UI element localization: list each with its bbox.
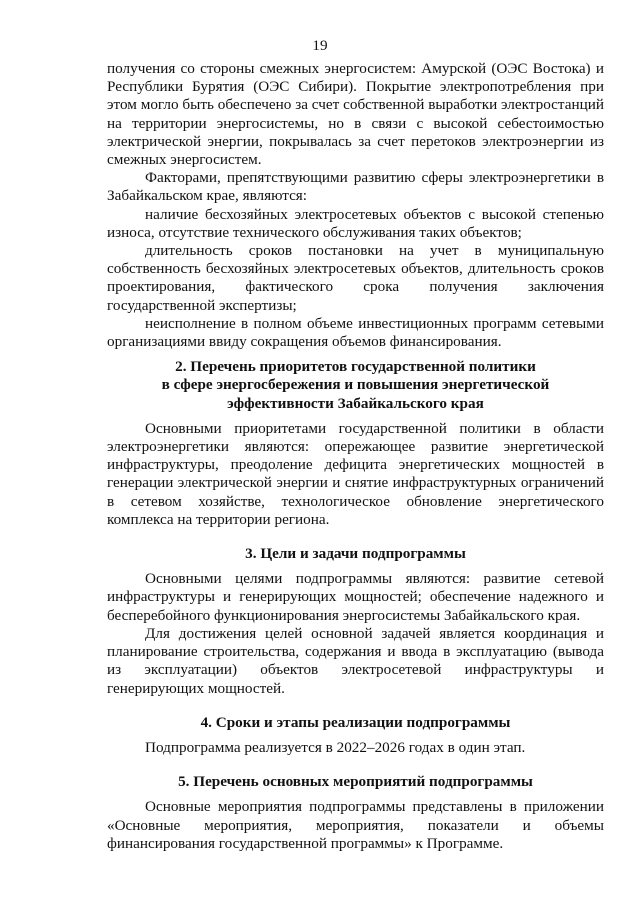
section-heading-2-line-3: эффективности Забайкальского края (227, 394, 484, 412)
paragraph-factors-intro: Факторами, препятствующими развитию сферы электроэнергетики в Забайкальском крае, являются: (107, 169, 604, 205)
paragraph-priorities: Основными приоритетами государственной политики в области электроэнергетики являются: опережающее развитие энергетической инфраструктуры, преодоление дефицита энергетических мощностей в генерации электрической энергии и снятие инфраструктурных ограничений в сетевом хозяйстве, технологическое обновление энергетического комплекса на территории региона. (107, 419, 604, 528)
section-heading-2 (107, 358, 604, 413)
list-item-investment-programs: неисполнение в полном объеме инвестиционных программ сетевыми организациями ввиду сокращения объемов финансирования. (107, 314, 604, 351)
page-number: 19 (312, 37, 328, 54)
paragraph-timeline: Подпрограмма реализуется в 2022–2026 годах в один этап. (145, 738, 526, 756)
paragraph-continuation: получения со стороны смежных энергосистем: Амурской (ОЭС Востока) и Республики Бурятия (ОЭС Сибири). Покрытие электропотребления при этом могло быть обеспечено за счет собственной выработки электростанций на территории энергосистемы, но в связи с высокой себестоимостью электрической энергии, покрывалась за счет перетоков электроэнергии из смежных энергосистем. (107, 60, 604, 169)
paragraph-main-activities: Основные мероприятия подпрограммы представлены в приложении «Основные мероприятия, мероприятия, показатели и объемы финансирования государственной программы» к Программе. (107, 798, 604, 852)
page-content (107, 60, 604, 853)
list-item-registration-terms: длительность сроков постановки на учет в муниципальную собственность бесхозяйных электросетевых объектов, длительность сроков проектирования, фактического срока получения заключения государственной экспертизы; (107, 242, 604, 314)
paragraph-tasks: Для достижения целей основной задачей является координация и планирование строительства, содержания и ввода в эксплуатацию (вывода из эксплуатации) объектов электросетевой инфраструктуры и генерирующих мощностей. (107, 624, 604, 697)
section-heading-5: 5. Перечень основных мероприятий подпрограммы (178, 773, 533, 791)
section-heading-2-line-1: 2. Перечень приоритетов государственной политики (175, 358, 536, 376)
list-item-ownerless-objects: наличие бесхозяйных электросетевых объектов с высокой степенью износа, отсутствие технического обслуживания таких объектов; (107, 205, 604, 241)
section-heading-4: 4. Сроки и этапы реализации подпрограммы (200, 713, 511, 731)
section-heading-2-line-2: в сфере энергосбережения и повышения энергетической (161, 376, 550, 394)
section-heading-3: 3. Цели и задачи подпрограммы (245, 545, 466, 563)
paragraph-goals: Основными целями подпрограммы являются: развитие сетевой инфраструктуры и генерирующих мощностей; обеспечение надежного и бесперебойного функционирования энергосистемы Забайкальского края. (107, 570, 604, 624)
